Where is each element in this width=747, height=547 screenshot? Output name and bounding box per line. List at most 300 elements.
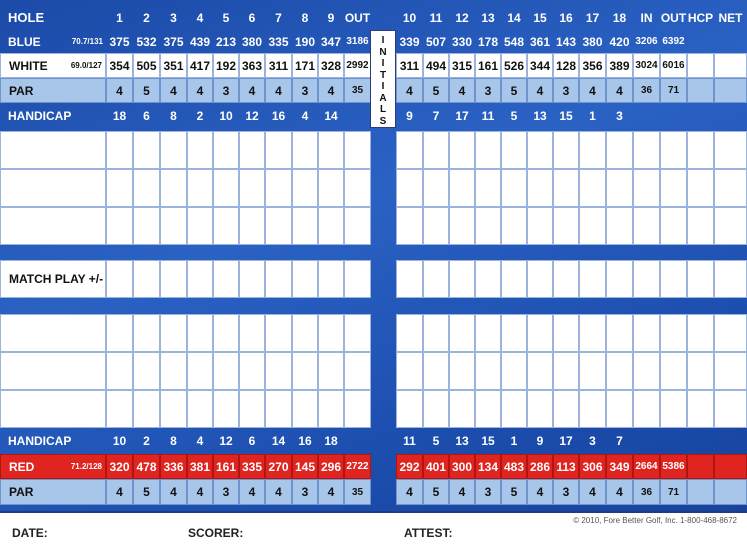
score-blank3-f1	[133, 207, 160, 245]
match-cell-b3	[475, 260, 501, 298]
handicap-top-value-f1: 6	[143, 108, 150, 123]
score-blank3-tot	[660, 207, 687, 245]
score-blank3-b3	[475, 207, 501, 245]
white-value-b2: 315	[449, 53, 475, 78]
handicap-bottom-value-f4: 12	[219, 434, 233, 448]
blue-value-f1: 532	[136, 34, 157, 49]
score-blank2-f1	[133, 169, 160, 207]
score-blank6-hcp	[687, 390, 714, 428]
blue-value-b6: 143	[555, 34, 577, 49]
score-blank5-b2	[449, 352, 475, 390]
hole-header-f5: 6	[248, 10, 256, 25]
blue-value-b8: 420	[609, 34, 630, 49]
initials-letter: L	[379, 104, 387, 115]
score-blank5-b6	[553, 352, 579, 390]
initials-letter: I	[381, 81, 385, 92]
blue-value-b1: 507	[425, 34, 447, 49]
score-blank6-b8	[606, 390, 633, 428]
par-top-value-b3: 3	[475, 78, 501, 103]
initials-letter: I	[381, 35, 385, 46]
score-blank6-f5	[239, 390, 265, 428]
score-blank4-b0	[396, 314, 423, 352]
score-blank2-b8	[606, 169, 633, 207]
score-blank6-b0	[396, 390, 423, 428]
handicap-label-top	[0, 103, 106, 128]
par-top-value-tot: 71	[660, 78, 687, 103]
match-cell-b7	[579, 260, 606, 298]
score-blank4-hcp	[687, 314, 714, 352]
hole-header-b2: 12	[455, 10, 469, 25]
score-blank4-b8	[606, 314, 633, 352]
red-value-f8: 296	[318, 454, 344, 479]
handicap-bottom-value-b1: 5	[432, 434, 440, 448]
score-blank2-net	[714, 169, 747, 207]
score-blank6-net	[714, 390, 747, 428]
par-bottom-value-b0: 4	[396, 479, 423, 505]
match-cell-in	[633, 260, 660, 298]
match-cell-f4	[213, 260, 239, 298]
score-blank5-tot	[660, 352, 687, 390]
blue-value-b5: 361	[529, 34, 551, 49]
blue-value-f7: 190	[294, 34, 316, 49]
score-blank2-b4	[501, 169, 527, 207]
handicap-bottom-value-tot	[660, 428, 687, 454]
match-cell-hcp	[687, 260, 714, 298]
par-top-value-b2: 4	[449, 78, 475, 103]
red-value-f0: 320	[106, 454, 133, 479]
blue-value-f3: 439	[189, 34, 211, 49]
handicap-top-value-f0: 18	[112, 108, 127, 123]
score-blank6-f7	[292, 390, 318, 428]
par-bottom-value-f8: 4	[318, 479, 344, 505]
blue-value-b3: 178	[477, 34, 499, 49]
score-blank1-b6	[553, 131, 579, 169]
red-value-b4: 483	[501, 454, 527, 479]
score-blank1-b0	[396, 131, 423, 169]
handicap-bottom-value-b0: 11	[403, 434, 416, 448]
score-blank2-f7	[292, 169, 318, 207]
white-value-f4: 192	[213, 53, 239, 78]
match-cell-f6	[265, 260, 292, 298]
blue-value-f0: 375	[109, 34, 130, 49]
score-blank5-f6	[265, 352, 292, 390]
handicap-bottom-value-f0: 10	[112, 434, 127, 448]
score-blank2-f0	[106, 169, 133, 207]
score-blank4-b7	[579, 314, 606, 352]
hole-header-f3: 4	[196, 10, 204, 25]
handicap-bottom-value-b8: 7	[616, 434, 623, 448]
score-blank1-b3	[475, 131, 501, 169]
score-blank2-b6	[553, 169, 579, 207]
score-blank1-f3	[187, 131, 213, 169]
copyright-text: © 2010, Fore Better Golf, Inc. 1-800-468-8672	[573, 516, 737, 525]
score-blank5-b8	[606, 352, 633, 390]
red-value-f3: 381	[187, 454, 213, 479]
red-value-f5: 335	[239, 454, 265, 479]
match-cell-f5	[239, 260, 265, 298]
score-blank5-f3	[187, 352, 213, 390]
par-top-value-out: 35	[344, 78, 371, 103]
handicap-bottom-value-b6: 17	[559, 434, 573, 448]
score-blank5-b7	[579, 352, 606, 390]
score-blank1-b5	[527, 131, 553, 169]
score-blank4-f5	[239, 314, 265, 352]
score-blank1-b2	[449, 131, 475, 169]
hole-header-in: IN	[640, 10, 653, 25]
handicap-bottom-value-out	[344, 428, 371, 454]
hole-header-b8: 18	[612, 10, 627, 25]
score-blank6-b1	[423, 390, 449, 428]
par-bottom-value-b8: 4	[606, 479, 633, 505]
hole-label: HOLE	[8, 10, 45, 25]
par-bottom-value-f1: 5	[133, 479, 160, 505]
score-blank5-f7	[292, 352, 318, 390]
score-blank5-hcp	[687, 352, 714, 390]
white-value-f5: 363	[239, 53, 265, 78]
red-value-f7: 145	[292, 454, 318, 479]
score-blank5-b0	[396, 352, 423, 390]
par-top-value-f4: 3	[213, 78, 239, 103]
score-blank3-b1	[423, 207, 449, 245]
handicap-top-value-f7: 4	[301, 108, 309, 123]
white-value-net	[714, 53, 747, 78]
par-bottom-value-f5: 4	[239, 479, 265, 505]
handicap-label-bottom-text: HANDICAP	[8, 434, 72, 448]
score-blank5-f4	[213, 352, 239, 390]
white-value-f6: 311	[265, 53, 292, 78]
blue-value-f6: 335	[268, 34, 289, 49]
match-cell-b8	[606, 260, 633, 298]
hole-header-b6: 16	[559, 10, 573, 25]
white-value-b1: 494	[423, 53, 449, 78]
score-blank2-hcp	[687, 169, 714, 207]
hole-header-b3: 13	[481, 10, 495, 25]
red-value-b6: 113	[553, 454, 579, 479]
red-value-hcp	[687, 454, 714, 479]
score-blank6-f3	[187, 390, 213, 428]
blue-value-f2: 375	[163, 34, 184, 49]
initials-letter: S	[379, 115, 387, 127]
score-blank5-b5	[527, 352, 553, 390]
score-blank2-b0	[396, 169, 423, 207]
blue-value-f4: 213	[215, 34, 237, 49]
score-blank6-b4	[501, 390, 527, 428]
handicap-bottom-value-f6: 14	[271, 434, 286, 448]
white-value-b7: 356	[579, 53, 606, 78]
score-blank3-f2	[160, 207, 187, 245]
score-blank1-b7	[579, 131, 606, 169]
handicap-bottom-value-f5: 6	[248, 434, 256, 448]
white-value-b6: 128	[553, 53, 579, 78]
handicap-top-value-b5: 13	[533, 108, 547, 123]
blue-value-net	[714, 30, 747, 53]
hole-header-b5: 15	[533, 10, 547, 25]
score-blank3-b0	[396, 207, 423, 245]
par-top-value-net	[714, 78, 747, 103]
score-blank2-b3	[475, 169, 501, 207]
player-name-blank5	[0, 352, 106, 390]
handicap-top-value-b3: 11	[481, 108, 495, 123]
score-blank1-b8	[606, 131, 633, 169]
red-value-in: 2664	[633, 454, 660, 479]
score-blank2-f3	[187, 169, 213, 207]
score-blank4-b3	[475, 314, 501, 352]
handicap-top-value-net	[714, 103, 747, 128]
par-bottom-value-f6: 4	[265, 479, 292, 505]
par-top-value-b0: 4	[396, 78, 423, 103]
score-blank5-f2	[160, 352, 187, 390]
red-value-b8: 349	[606, 454, 633, 479]
hole-header-f0: 1	[116, 10, 123, 25]
score-blank3-f3	[187, 207, 213, 245]
red-value-f4: 161	[213, 454, 239, 479]
white-tee-label-text: WHITE	[9, 58, 48, 73]
score-blank6-f2	[160, 390, 187, 428]
red-value-f6: 270	[265, 454, 292, 479]
hole-header-f4: 5	[222, 10, 230, 25]
score-blank1-f4	[213, 131, 239, 169]
handicap-top-value-f3: 2	[196, 108, 204, 123]
score-blank5-f1	[133, 352, 160, 390]
handicap-top-value-b6: 15	[559, 108, 573, 123]
score-blank6-f4	[213, 390, 239, 428]
par-label-bottom	[0, 479, 106, 505]
white-value-f8: 328	[318, 53, 344, 78]
score-blank6-f1	[133, 390, 160, 428]
match-cell-b5	[527, 260, 553, 298]
score-blank6-tot	[660, 390, 687, 428]
score-blank4-f7	[292, 314, 318, 352]
handicap-top-value-b7: 1	[589, 108, 596, 123]
score-blank3-in	[633, 207, 660, 245]
scorer-label: SCORER:	[188, 526, 244, 540]
par-bottom-value-net	[714, 479, 747, 505]
match-cell-f8	[318, 260, 344, 298]
score-blank1-f7	[292, 131, 318, 169]
match-cell-f2	[160, 260, 187, 298]
handicap-top-value-out	[344, 103, 371, 128]
par-bottom-value-f2: 4	[160, 479, 187, 505]
par-bottom-value-b1: 5	[423, 479, 449, 505]
score-blank1-f1	[133, 131, 160, 169]
score-blank3-b6	[553, 207, 579, 245]
par-bottom-value-in: 36	[633, 479, 660, 505]
handicap-bottom-value-b5: 9	[536, 434, 544, 448]
hole-header-f8: 9	[327, 10, 335, 25]
handicap-bottom-value-f8: 18	[324, 434, 338, 448]
par-top-value-b8: 4	[606, 78, 633, 103]
par-top-value-f0: 4	[106, 78, 133, 103]
white-value-b0: 311	[396, 53, 423, 78]
score-blank2-f6	[265, 169, 292, 207]
blue-value-in: 3206	[635, 36, 658, 47]
score-blank4-b4	[501, 314, 527, 352]
red-value-b5: 286	[527, 454, 553, 479]
hole-header-tot: OUT	[660, 10, 687, 25]
score-blank3-f4	[213, 207, 239, 245]
white-value-out: 2992	[344, 53, 371, 78]
red-tee-label-rating: 71.2/128	[70, 462, 102, 471]
handicap-top-value-in	[633, 103, 660, 128]
red-value-f1: 478	[133, 454, 160, 479]
par-bottom-value-f0: 4	[106, 479, 133, 505]
score-blank4-tot	[660, 314, 687, 352]
score-blank1-net	[714, 131, 747, 169]
white-value-b4: 526	[501, 53, 527, 78]
hole-header-b7: 17	[585, 10, 600, 25]
score-blank2-b2	[449, 169, 475, 207]
handicap-bottom-value-b3: 15	[481, 434, 495, 448]
handicap-top-value-f2: 8	[170, 108, 177, 123]
red-value-b3: 134	[475, 454, 501, 479]
handicap-bottom-value-b7: 3	[589, 434, 596, 448]
initials-letter: N	[379, 46, 387, 58]
score-blank2-in	[633, 169, 660, 207]
match-cell-tot	[660, 260, 687, 298]
par-top-value-f8: 4	[318, 78, 344, 103]
score-blank3-b8	[606, 207, 633, 245]
hole-header-b4: 14	[507, 10, 521, 25]
handicap-label-bottom	[0, 428, 106, 454]
score-blank1-in	[633, 131, 660, 169]
score-blank6-b3	[475, 390, 501, 428]
player-name-blank6	[0, 390, 106, 428]
handicap-bottom-value-b2: 13	[455, 434, 469, 448]
par-bottom-value-b6: 3	[553, 479, 579, 505]
par-bottom-value-hcp	[687, 479, 714, 505]
score-blank2-f8	[318, 169, 344, 207]
date-label: DATE:	[12, 526, 48, 540]
score-blank2-b1	[423, 169, 449, 207]
match-cell-b0	[396, 260, 423, 298]
hole-header-b0: 10	[402, 10, 417, 25]
score-blank5-f0	[106, 352, 133, 390]
score-blank2-f2	[160, 169, 187, 207]
score-blank1-out	[344, 131, 371, 169]
hole-header-f6: 7	[275, 10, 282, 25]
par-bottom-value-b4: 5	[501, 479, 527, 505]
handicap-bottom-value-f7: 16	[298, 434, 312, 448]
score-blank4-f3	[187, 314, 213, 352]
handicap-label-top-text: HANDICAP	[8, 108, 72, 123]
score-blank5-net	[714, 352, 747, 390]
white-value-hcp	[687, 53, 714, 78]
par-top-value-b7: 4	[579, 78, 606, 103]
score-blank5-out	[344, 352, 371, 390]
par-label-top-text: PAR	[9, 83, 34, 98]
par-bottom-value-f4: 3	[213, 479, 239, 505]
blue-value-tot: 6392	[662, 36, 685, 47]
handicap-top-value-f4: 10	[219, 108, 233, 123]
score-blank3-f0	[106, 207, 133, 245]
match-cell-b6	[553, 260, 579, 298]
player-name-blank1	[0, 131, 106, 169]
white-value-tot: 6016	[660, 53, 687, 78]
score-blank3-net	[714, 207, 747, 245]
blue-tee-label-text: BLUE	[8, 34, 41, 49]
handicap-top-value-f6: 16	[271, 108, 286, 123]
blue-value-b7: 380	[582, 34, 603, 49]
handicap-top-value-b0: 9	[406, 108, 413, 123]
footer	[0, 511, 747, 547]
handicap-top-value-tot	[660, 103, 687, 128]
handicap-top-value-b4: 5	[510, 108, 518, 123]
score-blank4-f0	[106, 314, 133, 352]
red-value-b1: 401	[423, 454, 449, 479]
par-top-value-f1: 5	[133, 78, 160, 103]
score-blank4-b2	[449, 314, 475, 352]
white-value-in: 3024	[633, 53, 660, 78]
white-tee-label-rating: 69.0/127	[70, 61, 102, 70]
score-blank6-f6	[265, 390, 292, 428]
blue-value-out: 3186	[346, 36, 369, 47]
score-blank3-out	[344, 207, 371, 245]
blue-value-b4: 548	[503, 34, 525, 49]
par-top-value-b5: 4	[527, 78, 553, 103]
white-value-b5: 344	[527, 53, 553, 78]
score-blank5-f8	[318, 352, 344, 390]
score-blank3-b4	[501, 207, 527, 245]
handicap-bottom-value-f3: 4	[196, 434, 204, 448]
red-value-b7: 306	[579, 454, 606, 479]
score-blank3-f5	[239, 207, 265, 245]
score-blank1-tot	[660, 131, 687, 169]
white-value-b3: 161	[475, 53, 501, 78]
red-value-out: 2722	[344, 454, 371, 479]
blue-tee-label	[0, 30, 106, 53]
white-value-f2: 351	[160, 53, 187, 78]
blue-tee-label-rating: 70.7/131	[71, 37, 103, 46]
match-cell-b4	[501, 260, 527, 298]
score-blank6-b5	[527, 390, 553, 428]
handicap-bottom-value-f2: 8	[170, 434, 177, 448]
score-blank6-in	[633, 390, 660, 428]
score-blank6-f0	[106, 390, 133, 428]
score-blank2-b7	[579, 169, 606, 207]
red-tee-label-text: RED	[9, 459, 35, 474]
attest-label: ATTEST:	[404, 526, 453, 540]
score-blank4-f4	[213, 314, 239, 352]
red-value-tot: 5386	[660, 454, 687, 479]
score-blank4-out	[344, 314, 371, 352]
match-cell-out	[344, 260, 371, 298]
hole-header-out: OUT	[344, 10, 371, 25]
initials-letter: A	[379, 92, 387, 104]
match-cell-net	[714, 260, 747, 298]
score-blank4-net	[714, 314, 747, 352]
hole-header-f7: 8	[301, 10, 309, 25]
red-tee-label	[0, 454, 106, 479]
score-blank1-f0	[106, 131, 133, 169]
score-blank3-hcp	[687, 207, 714, 245]
score-blank1-f5	[239, 131, 265, 169]
score-blank2-f4	[213, 169, 239, 207]
score-blank4-f2	[160, 314, 187, 352]
match-cell-b2	[449, 260, 475, 298]
par-top-value-b6: 3	[553, 78, 579, 103]
initials-divider	[370, 30, 396, 128]
red-value-b0: 292	[396, 454, 423, 479]
hole-header-b1: 11	[429, 10, 443, 25]
score-blank4-f8	[318, 314, 344, 352]
par-top-value-f5: 4	[239, 78, 265, 103]
score-blank2-f5	[239, 169, 265, 207]
player-name-blank3	[0, 207, 106, 245]
score-blank5-in	[633, 352, 660, 390]
par-bottom-value-b3: 3	[475, 479, 501, 505]
score-blank2-b5	[527, 169, 553, 207]
player-name-blank2	[0, 169, 106, 207]
